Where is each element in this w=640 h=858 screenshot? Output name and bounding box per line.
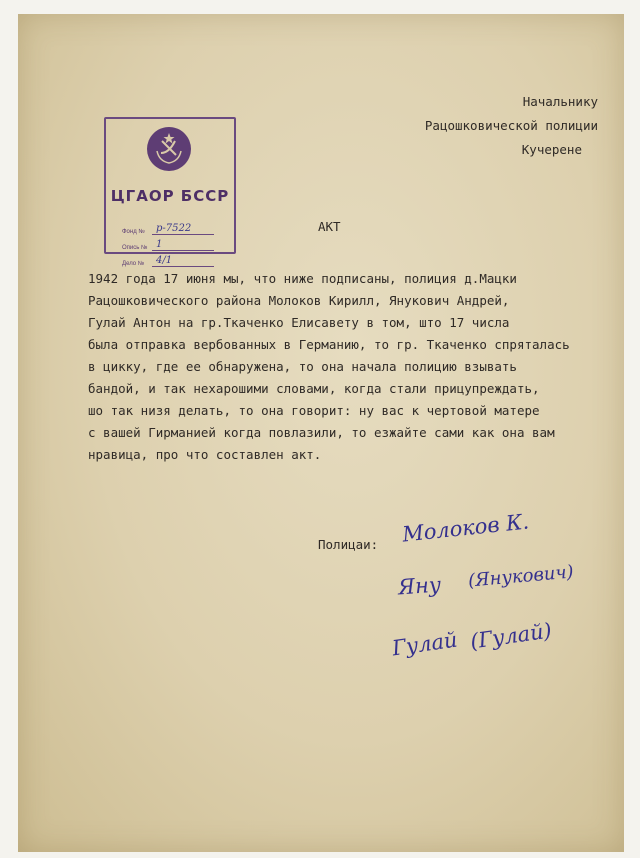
body-line: бандой, и так нехарошими словами, когда стали прицупреждать, xyxy=(88,381,540,396)
signature-molokov: Молоков К. xyxy=(401,509,531,547)
body-line: с вашей Гирманией когда повлазили, то езжайте сами как она вам xyxy=(88,425,555,440)
body-line: нравица, про что составлен акт. xyxy=(88,447,322,462)
stamp-fond-label: Фонд № xyxy=(122,229,145,235)
stamp-title: ЦГАОР БССР xyxy=(110,187,230,205)
body-line: в цикку, где ее обнаружена, то она начала полицию взывать xyxy=(88,359,517,374)
body-line: шо так низя делать, то она говорит: ну вас к чертовой матере xyxy=(88,403,540,418)
body-line: была отправка вербованных в Германию, то гр. Ткаченко спряталась xyxy=(88,337,570,352)
document-title: АКТ xyxy=(318,219,341,234)
signature-gulai-name: (Гулай) xyxy=(468,618,554,654)
addressee-block xyxy=(425,90,598,162)
stamp-delo-row xyxy=(122,255,214,267)
body-line: Гулай Антон на гр.Ткаченко Елисавету в том, што 17 числа xyxy=(88,315,510,330)
stamp-fond-row xyxy=(122,223,214,235)
signature-yanukovich-name: (Янукович) xyxy=(467,561,575,592)
addressee-line-3: Кучерене xyxy=(521,142,582,157)
body-line: 1942 года 17 июня мы, что ниже подписаны, полиция д.Мацки xyxy=(88,271,517,286)
signatures-label: Полицаи: xyxy=(318,537,379,552)
stamp-delo-label: Дело № xyxy=(122,261,145,267)
addressee-line-2: Рацошковической полиции xyxy=(424,118,598,133)
body-line: Рацошковического района Молоков Кирилл, Янукович Андрей, xyxy=(88,293,510,308)
stamp-fond-value: р-7522 xyxy=(152,223,214,235)
signature-gulai-scrawl: Гулай xyxy=(390,627,459,661)
stamp-opis-value: 1 xyxy=(152,239,214,251)
archive-stamp xyxy=(104,117,236,267)
addressee-line-1: Начальнику xyxy=(522,94,598,109)
document-body xyxy=(88,268,588,466)
stamp-delo-value: 4/1 xyxy=(152,255,214,267)
stamp-opis-label: Опись № xyxy=(122,245,148,251)
signature-yanukovich-scrawl: Яну xyxy=(397,572,442,600)
state-emblem-icon xyxy=(147,127,191,171)
stamp-opis-row xyxy=(122,239,214,251)
